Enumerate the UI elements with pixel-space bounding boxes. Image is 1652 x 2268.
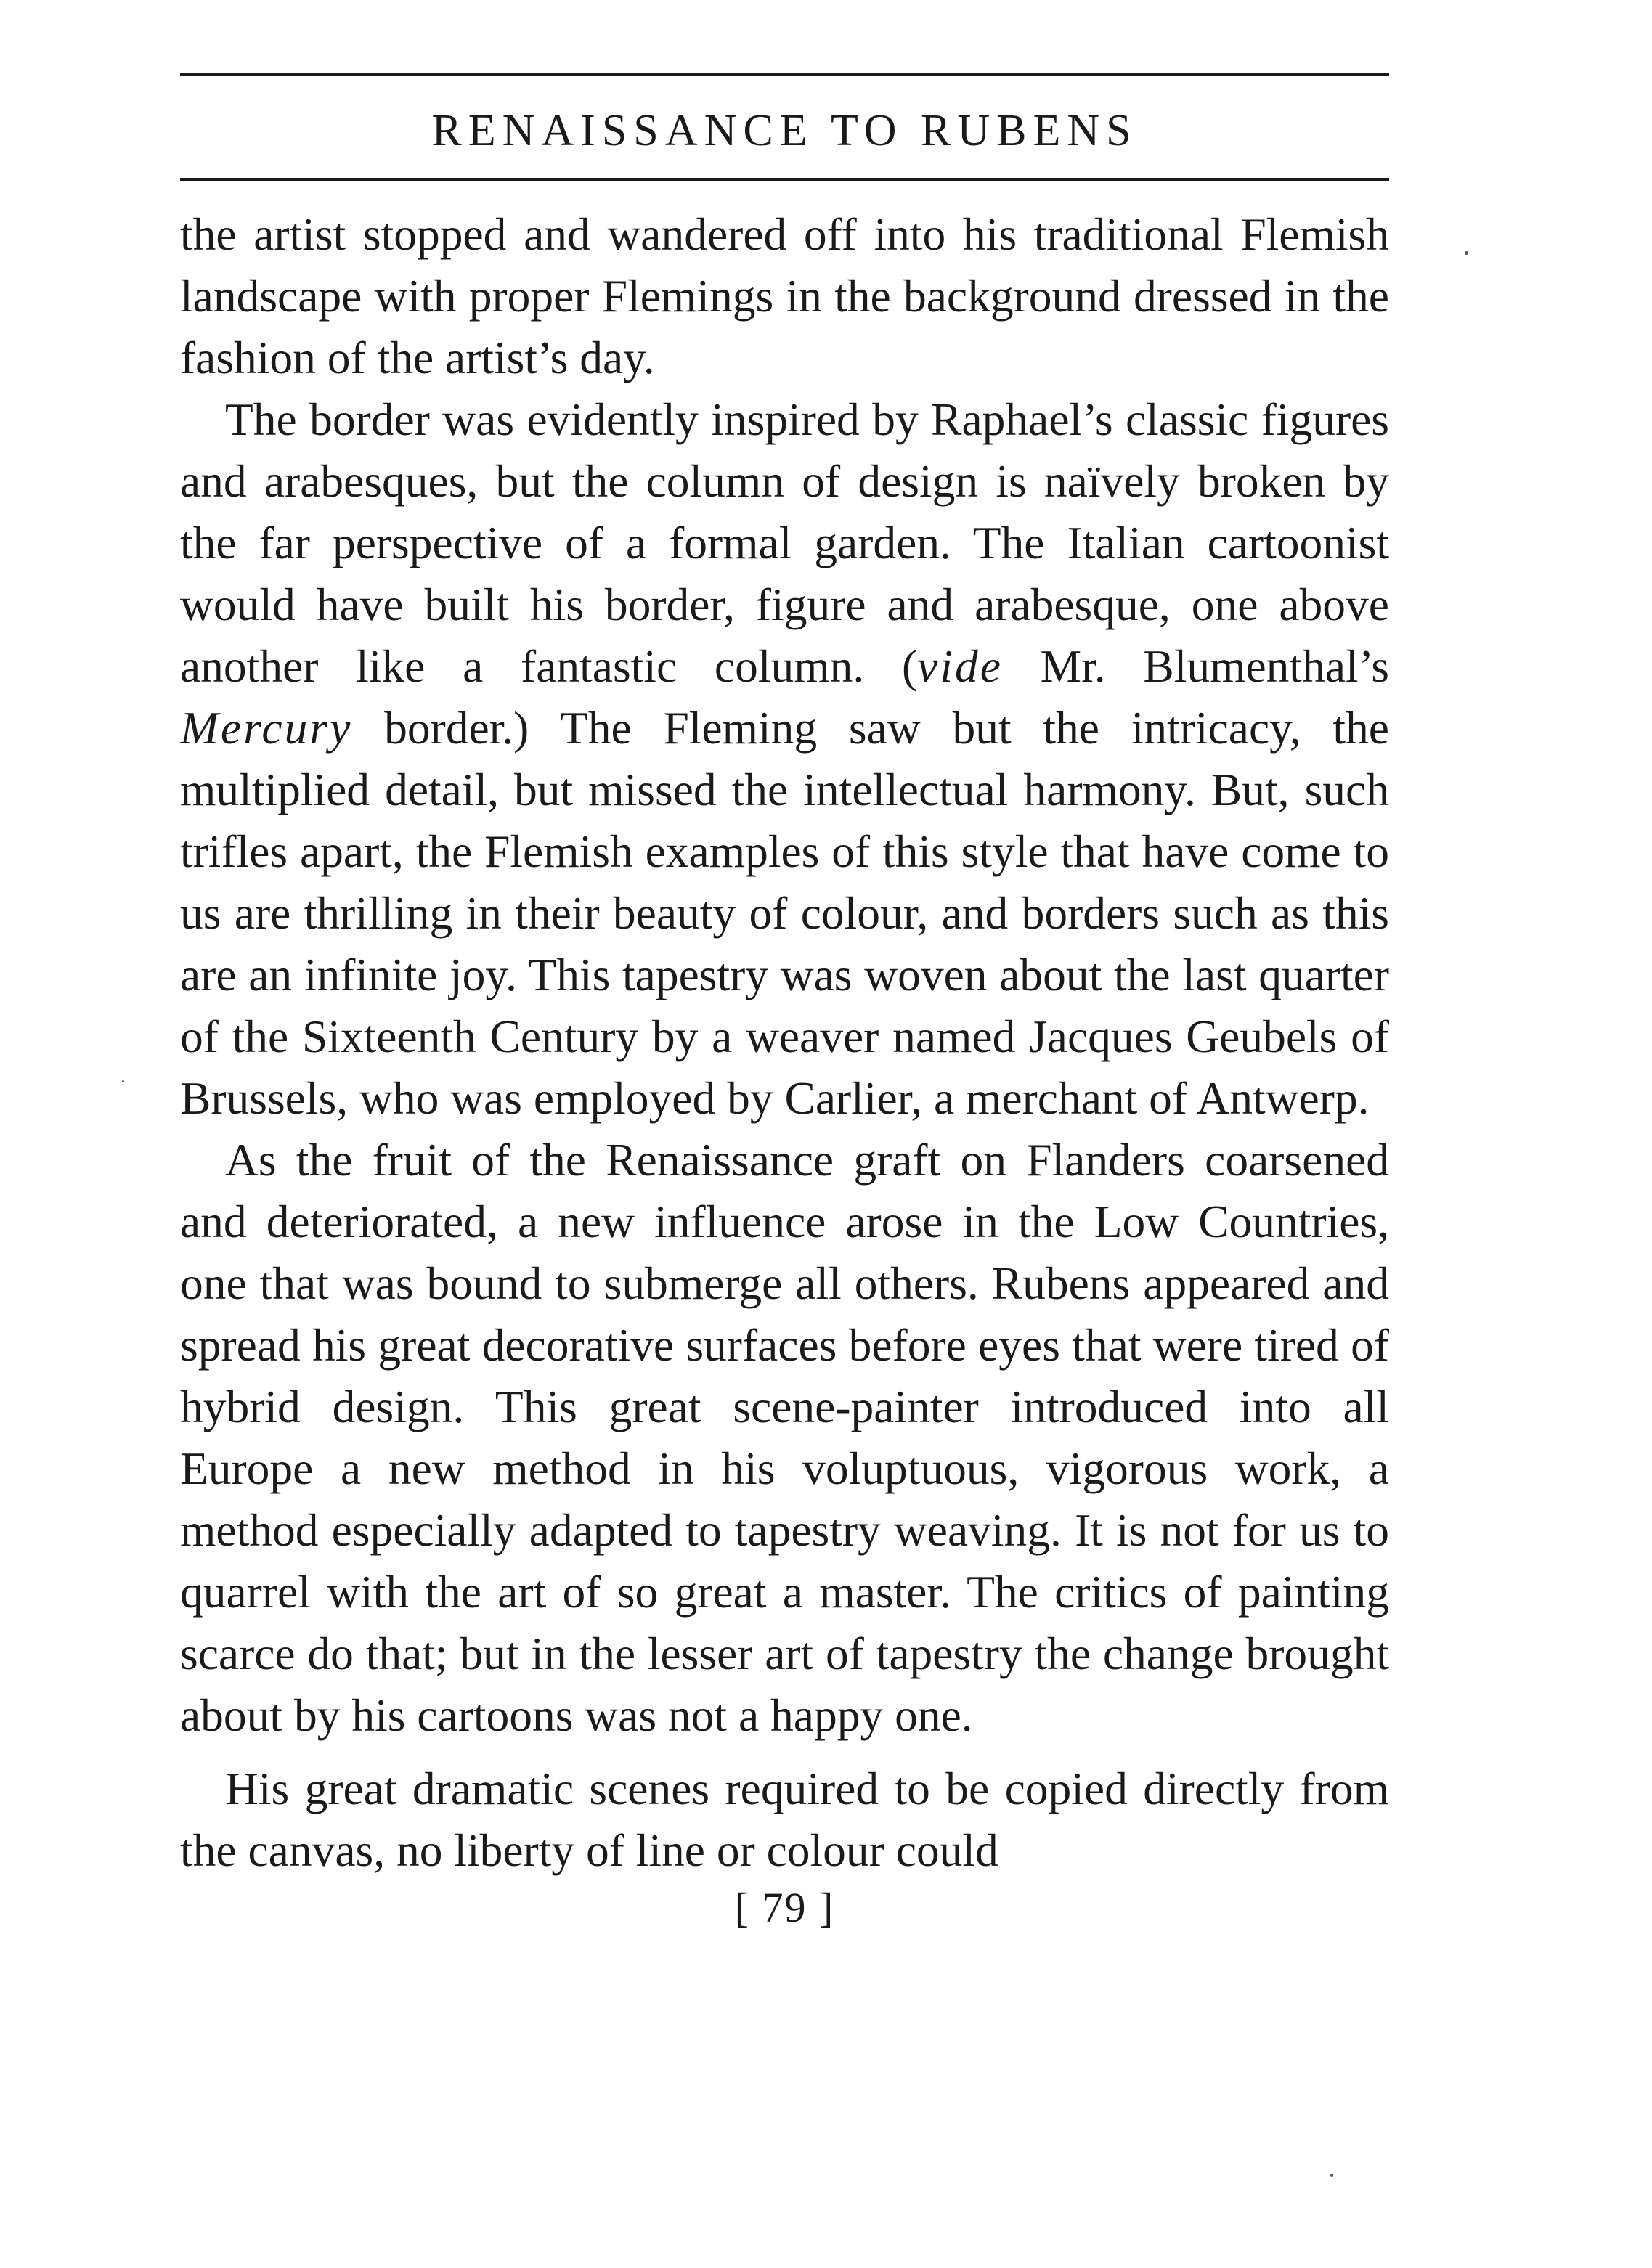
- running-head: RENAISSANCE TO RUBENS: [431, 106, 1138, 155]
- paper-speck: [122, 1080, 124, 1082]
- paragraph-border: [180, 388, 1389, 1129]
- italic-vide: vide: [917, 640, 1003, 692]
- header-bottom-rule: [180, 178, 1389, 181]
- body-text: [180, 203, 1389, 1881]
- paragraph-text: The border was evidently inspired by Raphael’s classic figures and arabesques, but the column of design is naïvely broken by the far perspective of a formal garden. The Italian cartoonist would have built his border, figure and arabesque, one above another like a fantastic column. (: [180, 393, 1389, 692]
- paragraph-dramatic-scenes: [180, 1758, 1389, 1881]
- italic-mercury: Mercury: [180, 702, 353, 754]
- paper-speck: [1330, 2174, 1333, 2177]
- book-page: [180, 73, 1389, 1929]
- paragraph-rubens: [180, 1129, 1389, 1746]
- paragraph-text: the artist stopped and wandered off into his traditional Flemish landscape with proper Flemings in the background dressed in the fashion of the artist’s day.: [180, 208, 1389, 383]
- paragraph-text: Mr. Blumenthal’s: [1002, 640, 1390, 692]
- paper-speck: [1465, 251, 1468, 255]
- paragraph-continued: [180, 203, 1389, 388]
- paragraph-text: border.) The Fleming saw but the intricacy, the multiplied detail, but missed the intellectual harmony. But, such trifles apart, the Flemish examples of this style that have come to us are thrilling in their beauty of colour, and borders such as this are an infinite joy. This tapestry was woven about the last quarter of the Sixteenth Century by a weaver named Jacques Geubels of Brussels, who was employed by Carlier, a merchant of Antwerp.: [180, 702, 1389, 1124]
- paragraph-text: His great dramatic scenes required to be copied directly from the canvas, no liberty of line or colour could: [180, 1763, 1389, 1876]
- paragraph-text: As the fruit of the Renaissance graft on Flanders coarsened and deteriorated, a new influence arose in the Low Countries, one that was bound to submerge all others. Rubens appeared and spread his great decorative surfaces before eyes that were tired of hybrid design. This great scene-painter introduced into all Europe a new method in his voluptuous, vigorous work, a method especially adapted to tapestry weaving. It is not for us to quarrel with the art of so great a master. The critics of painting scarce do that; but in the lesser art of tapestry the change brought about by his cartoons was not a happy one.: [180, 1134, 1389, 1741]
- page-number: [ 79 ]: [734, 1884, 835, 1931]
